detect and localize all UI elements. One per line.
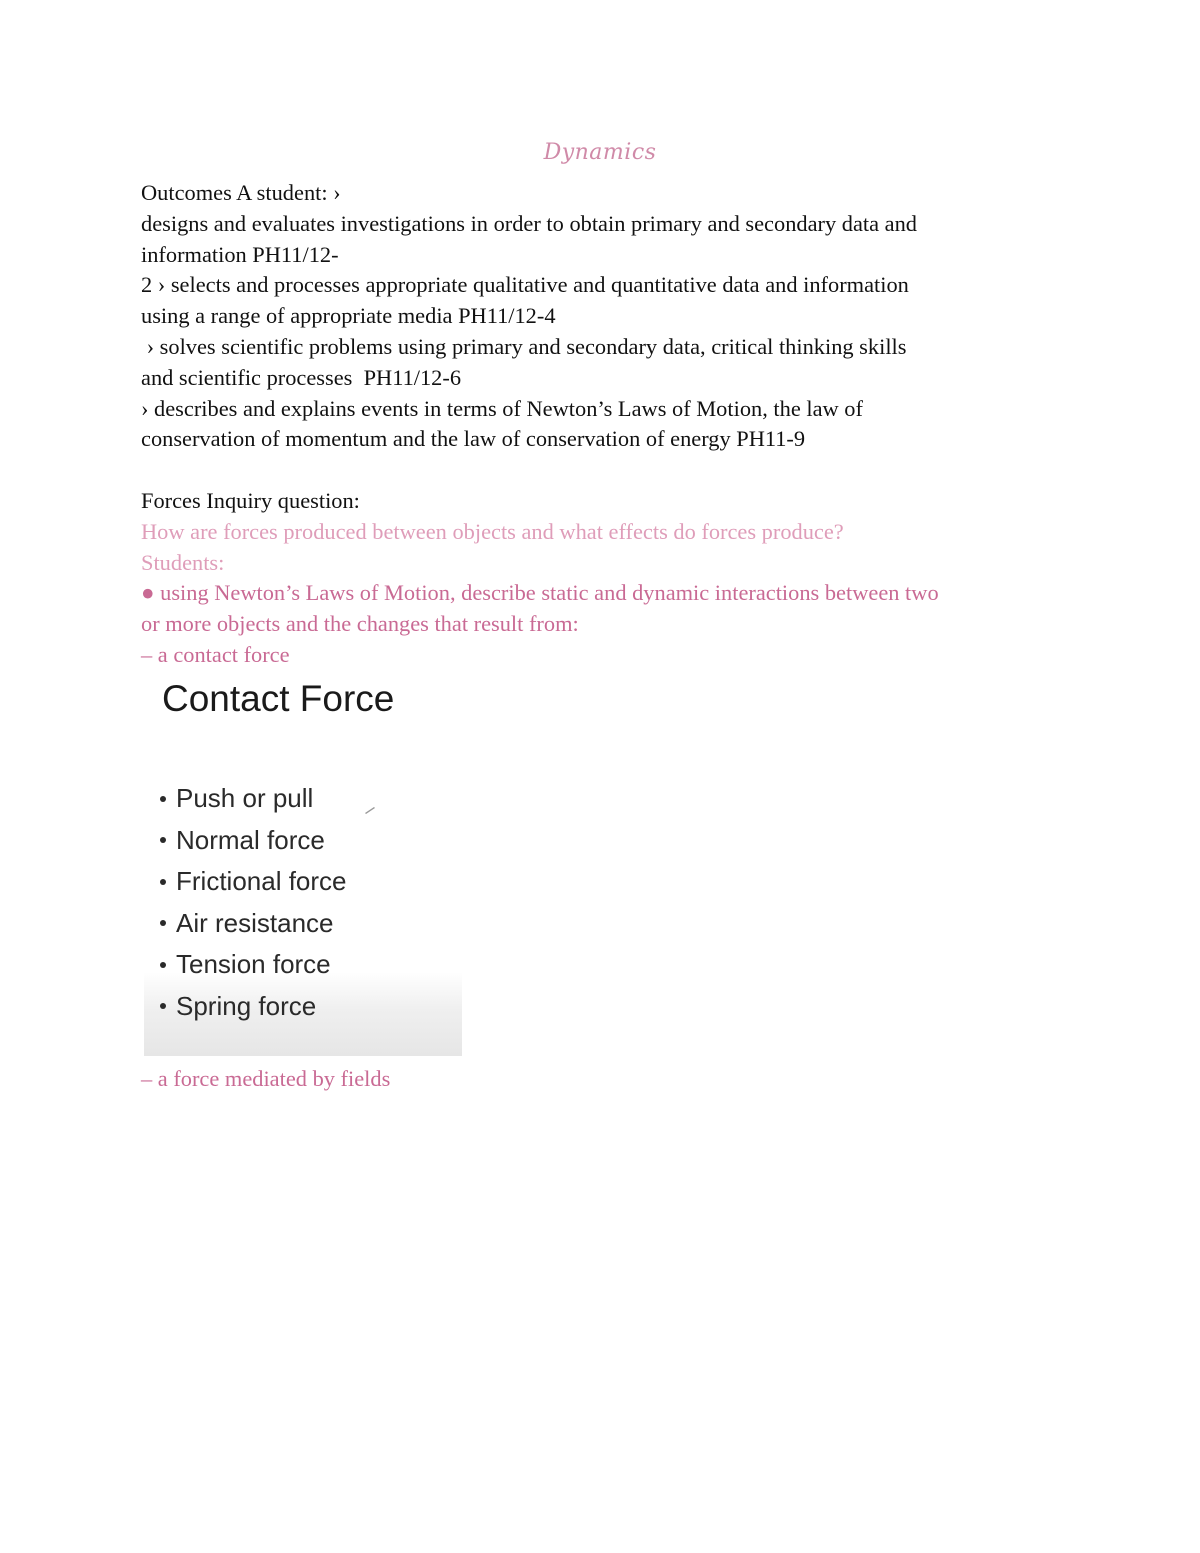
list-item-label: Spring force xyxy=(176,990,317,1021)
list-item-label: Air resistance xyxy=(176,907,334,938)
list-item xyxy=(160,820,347,862)
outcomes-line: Outcomes A student: › xyxy=(141,180,341,205)
list-item xyxy=(160,903,347,945)
bullet-icon xyxy=(160,837,166,843)
bullet-icon xyxy=(160,962,166,968)
list-item xyxy=(160,861,347,903)
outcomes-line: › describes and explains events in terms of Newton’s Laws of Motion, the law of xyxy=(141,395,863,421)
outcomes-line: designs and evaluates investigations in order to obtain primary and secondary data and xyxy=(141,210,917,236)
document-title: Dynamics xyxy=(543,140,657,165)
outcomes-line: and scientific processes PH11/12-6 xyxy=(141,364,462,390)
inquiry-heading: Forces Inquiry question: xyxy=(141,487,360,513)
bullet-line: or more objects and the changes that result from: xyxy=(141,611,579,637)
students-label: Students: xyxy=(141,549,225,575)
paragraph-spacer xyxy=(141,455,1061,486)
list-item-label: Normal force xyxy=(176,824,325,855)
bullet-icon xyxy=(160,879,166,885)
outcomes-line: 2 › selects and processes appropriate qualitative and quantitative data and information xyxy=(141,272,909,298)
list-item-label: Push or pull xyxy=(176,783,314,814)
inquiry-question: How are forces produced between objects and what effects do forces produce? xyxy=(141,518,844,544)
document-body xyxy=(141,178,1061,671)
figure-list xyxy=(160,778,347,1027)
bullet-icon xyxy=(160,796,166,802)
outcomes-line: conservation of momentum and the law of conservation of energy PH11-9 xyxy=(141,426,806,452)
pen-cursor-icon xyxy=(364,806,376,814)
list-item xyxy=(160,944,347,986)
sub-item-field-force: – a force mediated by fields xyxy=(141,1066,391,1091)
contact-force-figure xyxy=(144,674,462,1056)
list-item-label: Tension force xyxy=(176,949,331,980)
bullet-line: ● using Newton’s Laws of Motion, describe static and dynamic interactions between two xyxy=(141,580,939,606)
list-item xyxy=(160,778,347,820)
list-item-label: Frictional force xyxy=(176,866,347,897)
bullet-icon xyxy=(160,920,166,926)
sub-item-contact-force: – a contact force xyxy=(141,641,290,667)
list-item xyxy=(160,986,347,1028)
figure-title: Contact Force xyxy=(162,678,395,719)
outcomes-line: using a range of appropriate media PH11/12-4 xyxy=(141,303,556,329)
bullet-icon xyxy=(160,1003,166,1009)
outcomes-line: information PH11/12- xyxy=(141,241,339,267)
outcomes-line: › solves scientific problems using primary and secondary data, critical thinking skills xyxy=(141,333,907,359)
